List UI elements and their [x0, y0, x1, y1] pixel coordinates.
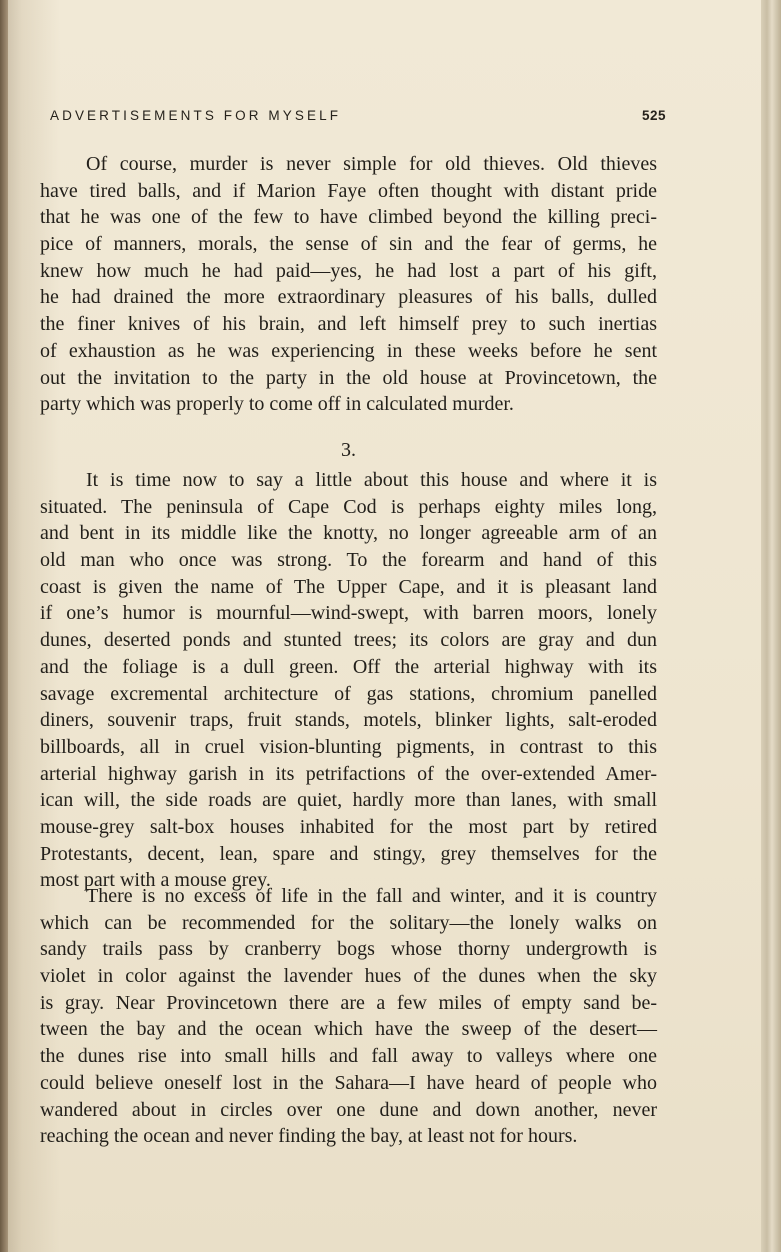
paragraph-1 — [40, 151, 657, 418]
text-line: is gray. Near Provincetown there are a few miles of empty sand be- — [40, 991, 657, 1014]
running-head-title: ADVERTISEMENTS FOR MYSELF — [50, 108, 342, 123]
text-line: Of course, murder is never simple for old thieves. Old thieves — [86, 153, 657, 175]
text-line: and the foliage is a dull green. Off the arterial highway with its — [40, 655, 657, 678]
text-line: mouse-grey salt-box houses inhabited for the most part by retired — [40, 815, 657, 838]
page-gutter-shadow — [0, 0, 8, 1252]
text-line: arterial highway garish in its petrifactions of the over-extended Amer- — [40, 762, 657, 785]
text-line: reaching the ocean and never finding the bay, at least not for hours. — [40, 1125, 578, 1148]
paragraph-2 — [40, 467, 657, 894]
text-line: the finer knives of his brain, and left himself prey to such inertias — [40, 313, 657, 336]
text-line: he had drained the more extraordinary pleasures of his balls, dulled — [40, 286, 657, 309]
text-line: sandy trails pass by cranberry bogs whose thorny undergrowth is — [40, 938, 657, 961]
text-line: could believe oneself lost in the Sahara—I have heard of people who — [40, 1071, 657, 1094]
page-number: 525 — [641, 108, 666, 123]
text-line: billboards, all in cruel vision-blunting pigments, in contrast to this — [40, 735, 657, 758]
text-line: situated. The peninsula of Cape Cod is perhaps eighty miles long, — [40, 495, 657, 518]
text-line: most part with a mouse grey. — [40, 869, 271, 892]
text-line: coast is given the name of The Upper Cape, and it is pleasant land — [40, 575, 657, 598]
text-line: which can be recommended for the solitary—the lonely walks on — [40, 911, 657, 934]
text-line: of exhaustion as he was experiencing in these weeks before he sent — [40, 339, 657, 362]
text-line: violet in color against the lavender hues of the dunes when the sky — [40, 965, 657, 988]
text-line: out the invitation to the party in the old house at Provincetown, the — [40, 366, 657, 389]
text-line: There is no excess of life in the fall and winter, and it is country — [86, 885, 657, 907]
text-line: old man who once was strong. To the forearm and hand of this — [40, 549, 657, 572]
text-line: if one’s humor is mournful—wind-swept, with barren moors, lonely — [40, 602, 657, 625]
text-line: wandered about in circles over one dune and down another, never — [40, 1098, 657, 1121]
text-line: that he was one of the few to have climbed beyond the killing preci- — [40, 206, 657, 229]
text-line: ican will, the side roads are quiet, hardly more than lanes, with small — [40, 789, 657, 812]
text-line: party which was properly to come off in calculated murder. — [40, 393, 514, 416]
text-line: Protestants, decent, lean, spare and stingy, grey themselves for the — [40, 842, 657, 865]
text-line: diners, souvenir traps, fruit stands, motels, blinker lights, salt-eroded — [40, 709, 657, 732]
text-line: have tired balls, and if Marion Faye often thought with distant pride — [40, 179, 657, 202]
text-line: dunes, deserted ponds and stunted trees; its colors are gray and dun — [40, 629, 657, 652]
paragraph-3 — [40, 883, 657, 1150]
text-line: knew how much he had paid—yes, he had lost a part of his gift, — [40, 259, 657, 282]
text-line: tween the bay and the ocean which have the sweep of the desert— — [40, 1018, 657, 1041]
text-line: the dunes rise into small hills and fall away to valleys where one — [40, 1045, 657, 1068]
section-number: 3. — [341, 439, 356, 461]
text-line: It is time now to say a little about this house and where it is — [86, 469, 657, 491]
text-line: savage excremental architecture of gas stations, chromium panelled — [40, 682, 657, 705]
page-edge-stack — [761, 0, 781, 1252]
text-line: and bent in its middle like the knotty, no longer agreeable arm of an — [40, 522, 657, 545]
text-line: pice of manners, morals, the sense of sin and the fear of germs, he — [40, 233, 657, 256]
running-head — [50, 108, 666, 130]
